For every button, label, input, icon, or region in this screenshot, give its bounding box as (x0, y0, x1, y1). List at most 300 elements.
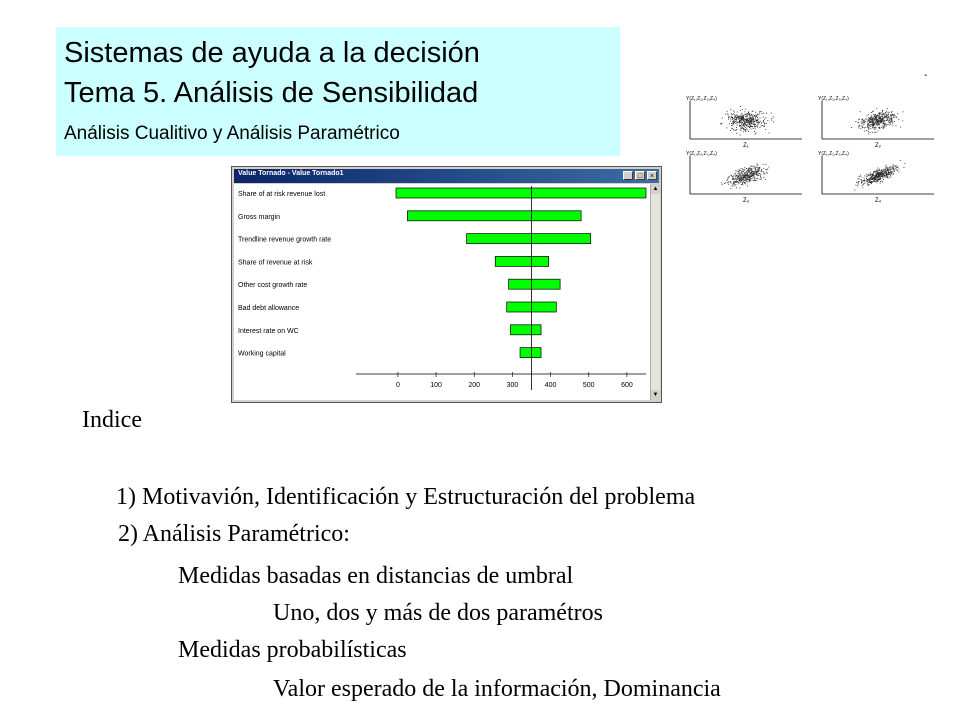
scatter-point (752, 119, 753, 120)
scatter-point (892, 114, 893, 115)
scatter-point (747, 114, 748, 115)
scatter-point (875, 175, 876, 176)
scatter-point (757, 172, 758, 173)
window-titlebar[interactable] (234, 169, 659, 183)
scatter-point (754, 124, 755, 125)
scatter-point (874, 115, 875, 116)
scatter-point (881, 173, 882, 174)
scatter-point (885, 177, 886, 178)
scatter-point (868, 174, 869, 175)
scatter-point (753, 128, 754, 129)
scatter-point (872, 122, 873, 123)
scatter-point (890, 118, 891, 119)
scatter-point (868, 114, 869, 115)
scatter-point (892, 166, 893, 167)
scatter-point (883, 113, 884, 114)
scatter-point (735, 119, 736, 120)
scatter-point (882, 172, 883, 173)
scatter-point (745, 123, 746, 124)
category-label: Other cost growth rate (238, 282, 308, 290)
scatter-point (733, 178, 734, 179)
scatter-point (750, 179, 751, 180)
scatter-point (877, 174, 878, 175)
scatter-point (749, 177, 750, 178)
scatter-point (744, 130, 745, 131)
scatter-point (880, 113, 881, 114)
category-label: Trendline revenue growth rate (238, 236, 332, 244)
scatter-point (733, 129, 734, 130)
vertical-scrollbar[interactable] (650, 184, 660, 400)
close-button[interactable]: × (647, 171, 657, 180)
index-item-2: 2) Análisis Paramétrico: (118, 521, 350, 547)
scatter-point (879, 114, 880, 115)
scatter-point (735, 174, 736, 175)
scatter-point (741, 177, 742, 178)
scatter-point (871, 124, 872, 125)
slide-subtitle: Análisis Cualitivo y Análisis Paramétrico (64, 123, 400, 144)
scatter-point (743, 171, 744, 172)
scatter-point (888, 173, 889, 174)
scatter-point (739, 176, 740, 177)
scatter-point (741, 176, 742, 177)
scatter-point (748, 118, 749, 119)
scatter-point (739, 122, 740, 123)
scatter-point (879, 124, 880, 125)
scatter-point (733, 114, 734, 115)
scatter-point (878, 131, 879, 132)
scatter-point (889, 117, 890, 118)
scatter-point (734, 130, 735, 131)
scatter-point (739, 181, 740, 182)
scatter-point (745, 174, 746, 175)
scatter-point (746, 179, 747, 180)
scatter-point (864, 127, 865, 128)
scatter-point (884, 127, 885, 128)
scatter-point (750, 168, 751, 169)
scatter-point (754, 123, 755, 124)
scatter-point (882, 171, 883, 172)
scatter-point (860, 128, 861, 129)
scatter-point (756, 121, 757, 122)
scatter-point (871, 183, 872, 184)
scatter-point (747, 179, 748, 180)
scatter-point (889, 112, 890, 113)
scatter-point (851, 127, 852, 128)
scatter-point (742, 183, 743, 184)
scatter-point (861, 121, 862, 122)
scatter-point (862, 182, 863, 183)
scatter-point (753, 176, 754, 177)
scatter-point (890, 124, 891, 125)
scatter-point (752, 116, 753, 117)
scatter-point (749, 119, 750, 120)
scatter-point (747, 122, 748, 123)
scatter-point (733, 120, 734, 121)
scatter-point (737, 115, 738, 116)
scatter-point (737, 112, 738, 113)
scatter-point (748, 114, 749, 115)
scatter-point (882, 119, 883, 120)
scatter-point (884, 126, 885, 127)
minimize-button[interactable]: _ (623, 171, 633, 180)
scatter-point (893, 166, 894, 167)
x-tick-label: 0 (395, 382, 400, 389)
scatter-point (897, 113, 898, 114)
scatter-point (739, 175, 740, 176)
scatter-point (868, 182, 869, 183)
scatter-point (769, 133, 770, 134)
scatter-point (721, 182, 722, 183)
scatter-point (858, 182, 859, 183)
scatter-point (728, 116, 729, 117)
scatter-point (765, 179, 766, 180)
scatter-point (888, 118, 889, 119)
scatter-point (890, 175, 891, 176)
scatter-point (732, 117, 733, 118)
scatter-point (895, 166, 896, 167)
scatter-point (761, 178, 762, 179)
scatter-point (865, 127, 866, 128)
scatter-point (892, 122, 893, 123)
scatter-point (871, 177, 872, 178)
scatter-point (875, 180, 876, 181)
scatter-point (877, 181, 878, 182)
scatter-point (861, 176, 862, 177)
scatter-point (864, 120, 865, 121)
scatter-point (877, 177, 878, 178)
scatter-point (871, 174, 872, 175)
scatter-point (756, 173, 757, 174)
scatter-point (887, 168, 888, 169)
scatter-point (892, 172, 893, 173)
scatter-point (893, 114, 894, 115)
scatter-point (873, 176, 874, 177)
scatter-point (865, 175, 866, 176)
scatter-point (750, 115, 751, 116)
scatter-point (755, 124, 756, 125)
scatter-point (751, 178, 752, 179)
scatter-point (745, 184, 746, 185)
scatter-point (748, 169, 749, 170)
scatter-point (760, 179, 761, 180)
scatter-point (887, 119, 888, 120)
scatter-point (868, 127, 869, 128)
scatter-point (758, 175, 759, 176)
scatter-point (748, 168, 749, 169)
scatter-point (878, 174, 879, 175)
scatter-point (761, 122, 762, 123)
scatter-point (731, 116, 732, 117)
scatter-point (760, 121, 761, 122)
scatter-point (726, 128, 727, 129)
scatter-point (872, 177, 873, 178)
scatter-point (753, 115, 754, 116)
scatter-point (877, 125, 878, 126)
scatter-point (742, 118, 743, 119)
scroll-up-icon[interactable]: ▲ (652, 186, 659, 192)
scatter-point (755, 178, 756, 179)
scatter-point (856, 182, 857, 183)
scatter-point (748, 176, 749, 177)
scatter-point (747, 182, 748, 183)
scatter-point (765, 129, 766, 130)
scatter-point (874, 123, 875, 124)
tornado-bar (396, 188, 646, 198)
scatter-point (868, 179, 869, 180)
scatter-point (873, 114, 874, 115)
scatter-point (739, 180, 740, 181)
scatter-point (893, 117, 894, 118)
scatter-point (735, 178, 736, 179)
scatter-point (736, 175, 737, 176)
scatter-point (736, 187, 737, 188)
scatter-point (739, 178, 740, 179)
scatter-point (872, 176, 873, 177)
scatter-point (858, 122, 859, 123)
scatter-point (861, 180, 862, 181)
scatter-point (884, 113, 885, 114)
scatter-point (883, 126, 884, 127)
scatter-point (863, 124, 864, 125)
scatter-point (757, 122, 758, 123)
scatter-point (882, 116, 883, 117)
scatter-point (876, 179, 877, 180)
scatter-point (867, 119, 868, 120)
scatter-point (734, 114, 735, 115)
scatter-point (739, 120, 740, 121)
maximize-button[interactable]: □ (635, 171, 645, 180)
scatter-point (864, 180, 865, 181)
scatter-point (879, 120, 880, 121)
panel-y-label: Y(Z₁,Z₂,Z₃,Z₄) (818, 96, 849, 102)
scatter-point (730, 188, 731, 189)
scatter-point (749, 168, 750, 169)
scatter-point (731, 117, 732, 118)
scatter-point (892, 123, 893, 124)
scatter-point (742, 117, 743, 118)
scatter-point (728, 182, 729, 183)
scatter-point (742, 116, 743, 117)
scatter-point (749, 124, 750, 125)
scatter-point (751, 173, 752, 174)
scatter-point (894, 117, 895, 118)
scatter-point (740, 175, 741, 176)
scatter-point (869, 125, 870, 126)
scatter-point (876, 122, 877, 123)
index-item-1: 1) Motivavión, Identificación y Estructuración del problema (116, 484, 696, 510)
scatter-point (874, 178, 875, 179)
scatter-point (737, 117, 738, 118)
scatter-point (873, 125, 874, 126)
scatter-point (721, 123, 722, 124)
scatter-point (885, 117, 886, 118)
x-tick-label: 200 (468, 382, 481, 389)
scatter-point (755, 115, 756, 116)
scatter-point (863, 122, 864, 123)
scatter-point (904, 167, 905, 168)
scatter-point (874, 177, 875, 178)
scatter-point (872, 181, 873, 182)
scatter-point (728, 115, 729, 116)
category-label: Working capital (238, 350, 286, 358)
scatter-point (751, 176, 752, 177)
scatter-point (891, 169, 892, 170)
scatter-point (732, 123, 733, 124)
scatter-point (881, 127, 882, 128)
scatter-point (743, 124, 744, 125)
scatter-point (759, 113, 760, 114)
scatter-point (741, 113, 742, 114)
scatter-point (755, 133, 756, 134)
scatter-point (886, 165, 887, 166)
scatter-point (751, 170, 752, 171)
scatter-point (880, 183, 881, 184)
x-tick-label: 400 (544, 382, 557, 389)
scatter-point (746, 119, 747, 120)
scatter-point (876, 120, 877, 121)
scatter-point (760, 118, 761, 119)
scatter-point (757, 178, 758, 179)
scatter-point (740, 119, 741, 120)
scatter-point (878, 168, 879, 169)
scatter-point (741, 122, 742, 123)
scatter-point (883, 127, 884, 128)
scatter-point (873, 119, 874, 120)
scatter-point (885, 169, 886, 170)
scatter-point (737, 125, 738, 126)
scatter-point (747, 116, 748, 117)
scatter-point (868, 128, 869, 129)
scatter-point (885, 124, 886, 125)
scatter-point (874, 180, 875, 181)
scatter-point (878, 180, 879, 181)
scatter-point (875, 123, 876, 124)
scatter-point (740, 170, 741, 171)
scatter-point (887, 170, 888, 171)
scatter-point (869, 127, 870, 128)
scatter-point (890, 174, 891, 175)
scatter-point (882, 118, 883, 119)
scatter-point (878, 178, 879, 179)
scatter-point (873, 117, 874, 118)
scatter-point (747, 122, 748, 123)
scatter-point (872, 182, 873, 183)
tornado-bar (495, 256, 548, 266)
scatter-point (744, 172, 745, 173)
index-subitem-probabilistic: Medidas probabilísticas (178, 637, 407, 663)
scatter-point (870, 182, 871, 183)
scatter-point (747, 186, 748, 187)
scatter-point (883, 120, 884, 121)
scatter-point (741, 172, 742, 173)
scatter-point (890, 168, 891, 169)
scatter-point (886, 124, 887, 125)
scatter-point (736, 118, 737, 119)
scatter-point (877, 171, 878, 172)
scatter-point (738, 173, 739, 174)
scatter-point (739, 118, 740, 119)
scatter-point (890, 120, 891, 121)
scatter-point (875, 122, 876, 123)
scatter-point (748, 113, 749, 114)
scatter-point (740, 178, 741, 179)
scatter-point (752, 120, 753, 121)
scatter-point (893, 164, 894, 165)
scatter-point (755, 126, 756, 127)
scatter-point (743, 179, 744, 180)
scatter-point (747, 119, 748, 120)
scatter-point (747, 113, 748, 114)
scatter-point (755, 112, 756, 113)
scatter-point (753, 166, 754, 167)
scatter-point (743, 115, 744, 116)
index-subsubitem-params: Uno, dos y más de dos paramétros (273, 600, 603, 626)
scatter-point (867, 123, 868, 124)
scatter-point (743, 170, 744, 171)
scatter-point (736, 123, 737, 124)
scatter-point (735, 115, 736, 116)
scatter-point (736, 181, 737, 182)
scatter-point (754, 116, 755, 117)
scatter-point (888, 174, 889, 175)
scatter-point (886, 168, 887, 169)
scatter-point (767, 169, 768, 170)
scatter-point (752, 117, 753, 118)
scatter-point (728, 177, 729, 178)
scatter-point (891, 171, 892, 172)
scatter-point (767, 120, 768, 121)
tornado-bar (511, 325, 542, 335)
scatter-point (888, 122, 889, 123)
scatter-point (759, 168, 760, 169)
scatter-point (766, 169, 767, 170)
x-tick-label: 600 (621, 382, 633, 389)
scatter-point (884, 117, 885, 118)
scatter-point (734, 112, 735, 113)
scatter-point (871, 119, 872, 120)
scatter-point (733, 175, 734, 176)
scatter-point (738, 176, 739, 177)
scatter-point (878, 115, 879, 116)
scatter-point (868, 117, 869, 118)
scatter-point (743, 118, 744, 119)
scatter-point (734, 118, 735, 119)
scatter-point (857, 122, 858, 123)
scatter-point (730, 121, 731, 122)
scatter-point (750, 124, 751, 125)
scatter-point (874, 178, 875, 179)
scatter-point (731, 175, 732, 176)
scatter-point (749, 181, 750, 182)
scatter-point (880, 177, 881, 178)
scatter-point (750, 176, 751, 177)
scatter-point (763, 168, 764, 169)
scatter-point (754, 167, 755, 168)
scatter-point (880, 175, 881, 176)
scatter-point (884, 172, 885, 173)
scatter-point (875, 127, 876, 128)
scatter-point (861, 119, 862, 120)
scroll-down-icon[interactable]: ▼ (652, 392, 659, 398)
scatter-point (740, 135, 741, 136)
scatter-point (741, 116, 742, 117)
scatter-point (745, 180, 746, 181)
scatter-point (887, 174, 888, 175)
scatter-point (890, 121, 891, 122)
scatter-point (740, 106, 741, 107)
scatter-point (878, 172, 879, 173)
scatter-point (745, 129, 746, 130)
